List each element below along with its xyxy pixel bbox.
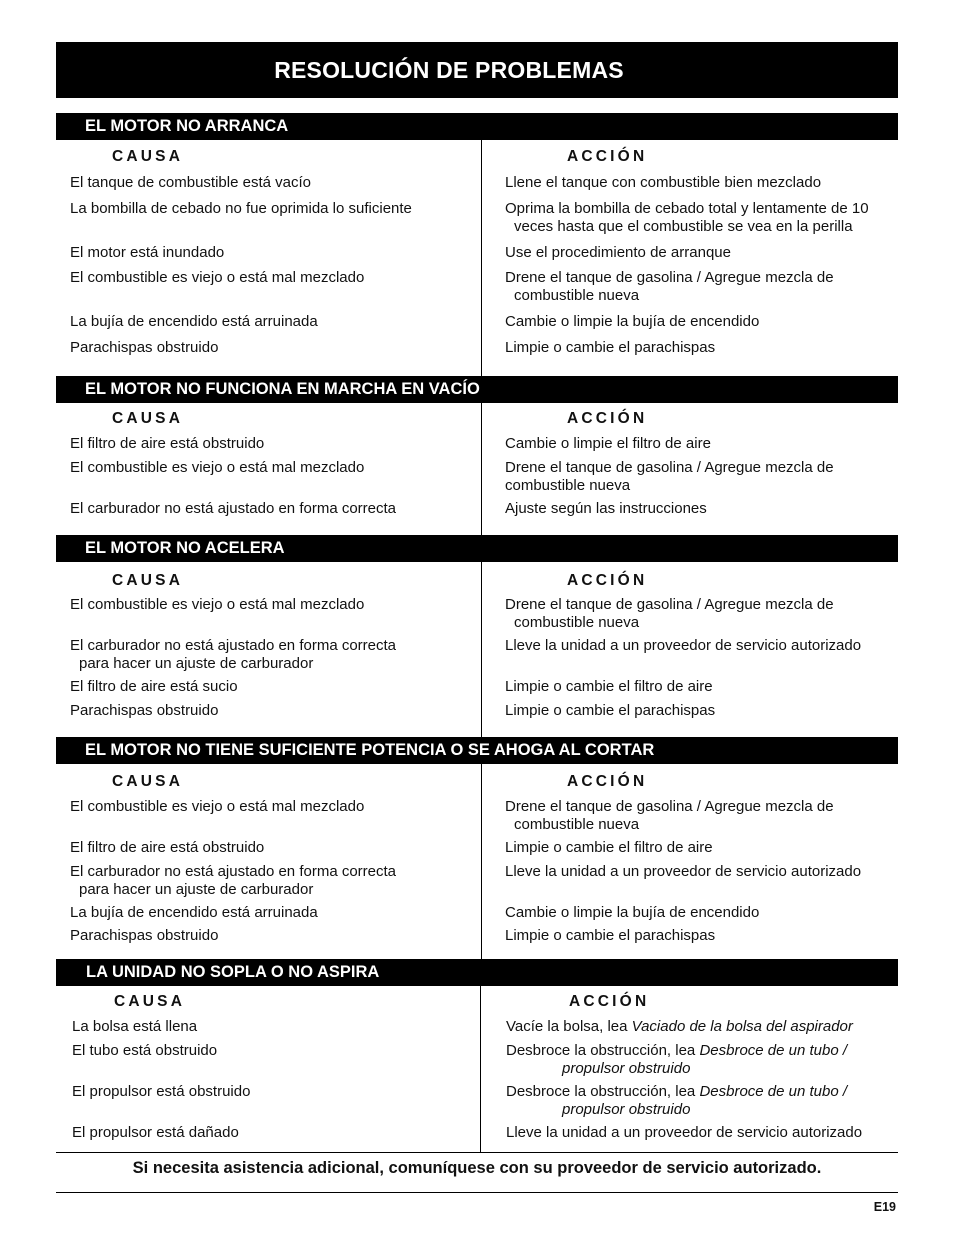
section-title: EL MOTOR NO TIENE SUFICIENTE POTENCIA O SE AHOGA AL CORTAR <box>85 741 655 759</box>
action-cell: Drene el tanque de gasolina / Agregue mezcla de combustible nueva <box>505 459 834 494</box>
action-cell: Cambie o limpie la bujía de encendido <box>505 904 760 921</box>
action-cell: Cambie o limpie la bujía de encendido <box>505 313 760 330</box>
action-cell: Vacíe la bolsa, lea Vaciado de la bolsa del aspirador <box>506 1018 853 1035</box>
cause-cell: El propulsor está obstruido <box>72 1083 251 1100</box>
section-header-no-arranca <box>56 113 898 140</box>
section-header-marcha-vacio <box>56 376 898 403</box>
page-number: E19 <box>873 1200 896 1214</box>
action-cell: Drene el tanque de gasolina / Agregue mezcla de combustible nueva <box>505 596 834 631</box>
action-cell: Oprima la bombilla de cebado total y lentamente de 10 veces hasta que el combustible se vea en la perilla <box>505 200 869 235</box>
action-cell: Drene el tanque de gasolina / Agregue mezcla de combustible nueva <box>505 798 834 833</box>
cause-cell: El filtro de aire está obstruido <box>70 839 265 856</box>
action-cell: Limpie o cambie el filtro de aire <box>505 839 713 856</box>
action-cell: Lleve la unidad a un proveedor de servicio autorizado <box>505 637 862 654</box>
action-column-header: ACCIÓN <box>569 993 650 1010</box>
column-divider <box>481 562 482 737</box>
cause-cell: Parachispas obstruido <box>70 339 219 356</box>
cause-cell: Parachispas obstruido <box>70 702 219 719</box>
cause-column-header: CAUSA <box>114 993 186 1010</box>
column-divider <box>481 140 482 376</box>
action-cell: Ajuste según las instrucciones <box>505 500 707 517</box>
action-cell: Limpie o cambie el parachispas <box>505 927 716 944</box>
cause-column-header: CAUSA <box>112 773 184 790</box>
cause-cell: El tanque de combustible está vacío <box>70 174 311 191</box>
cause-column-header: CAUSA <box>112 148 184 165</box>
cause-cell: El combustible es viejo o está mal mezclado <box>70 596 365 613</box>
section-title: EL MOTOR NO ACELERA <box>85 539 285 557</box>
action-cell: Desbroce la obstrucción, lea Desbroce de un tubo / propulsor obstruido <box>506 1083 848 1118</box>
section-title: EL MOTOR NO FUNCIONA EN MARCHA EN VACÍO <box>85 380 480 398</box>
cause-column-header: CAUSA <box>112 572 184 589</box>
cause-column-header: CAUSA <box>112 410 184 427</box>
cause-cell: El combustible es viejo o está mal mezclado <box>70 798 365 815</box>
action-cell: Llene el tanque con combustible bien mezclado <box>505 174 822 191</box>
action-cell: Desbroce la obstrucción, lea Desbroce de un tubo / propulsor obstruido <box>506 1042 848 1077</box>
cause-cell: La bujía de encendido está arruinada <box>70 313 318 330</box>
cause-cell: El carburador no está ajustado en forma correcta para hacer un ajuste de carburador <box>70 863 397 898</box>
action-column-header: ACCIÓN <box>567 148 648 165</box>
action-cell: Use el procedimiento de arranque <box>505 244 731 261</box>
table-bottom-rule <box>56 1152 898 1153</box>
column-divider <box>480 986 481 1152</box>
section-title: EL MOTOR NO ARRANCA <box>85 117 289 135</box>
section-header-no-sopla <box>56 959 898 986</box>
action-column-header: ACCIÓN <box>567 410 648 427</box>
cause-cell: El combustible es viejo o está mal mezclado <box>70 269 365 286</box>
action-cell: Cambie o limpie el filtro de aire <box>505 435 711 452</box>
cause-cell: La bolsa está llena <box>72 1018 198 1035</box>
cause-cell: La bujía de encendido está arruinada <box>70 904 318 921</box>
cause-cell: El filtro de aire está sucio <box>70 678 238 695</box>
action-cell: Limpie o cambie el parachispas <box>505 339 716 356</box>
cause-cell: El propulsor está dañado <box>72 1124 239 1141</box>
footer-note: Si necesita asistencia adicional, comuníquese con su proveedor de servicio autorizado. <box>132 1159 822 1177</box>
action-column-header: ACCIÓN <box>567 572 648 589</box>
column-divider <box>481 764 482 959</box>
page-title: RESOLUCIÓN DE PROBLEMAS <box>274 56 624 83</box>
footer-rule <box>56 1192 898 1193</box>
section-title: LA UNIDAD NO SOPLA O NO ASPIRA <box>86 963 380 981</box>
cause-cell: El motor está inundado <box>70 244 225 261</box>
section-header-potencia <box>56 737 898 764</box>
cause-cell: La bombilla de cebado no fue oprimida lo suficiente <box>70 200 412 217</box>
cause-cell: El carburador no está ajustado en forma correcta para hacer un ajuste de carburador <box>70 637 397 672</box>
action-cell: Lleve la unidad a un proveedor de servicio autorizado <box>505 863 862 880</box>
cause-cell: El carburador no está ajustado en forma correcta <box>70 500 397 517</box>
cause-cell: El tubo está obstruido <box>72 1042 218 1059</box>
action-column-header: ACCIÓN <box>567 773 648 790</box>
action-cell: Limpie o cambie el filtro de aire <box>505 678 713 695</box>
cause-cell: Parachispas obstruido <box>70 927 219 944</box>
action-cell: Lleve la unidad a un proveedor de servicio autorizado <box>506 1124 863 1141</box>
cause-cell: El filtro de aire está obstruido <box>70 435 265 452</box>
section-header-no-acelera <box>56 535 898 562</box>
page-title-bar <box>56 42 898 98</box>
cause-cell: El combustible es viejo o está mal mezclado <box>70 459 365 476</box>
action-cell: Drene el tanque de gasolina / Agregue mezcla de combustible nueva <box>505 269 834 304</box>
action-cell: Limpie o cambie el parachispas <box>505 702 716 719</box>
column-divider <box>481 403 482 535</box>
